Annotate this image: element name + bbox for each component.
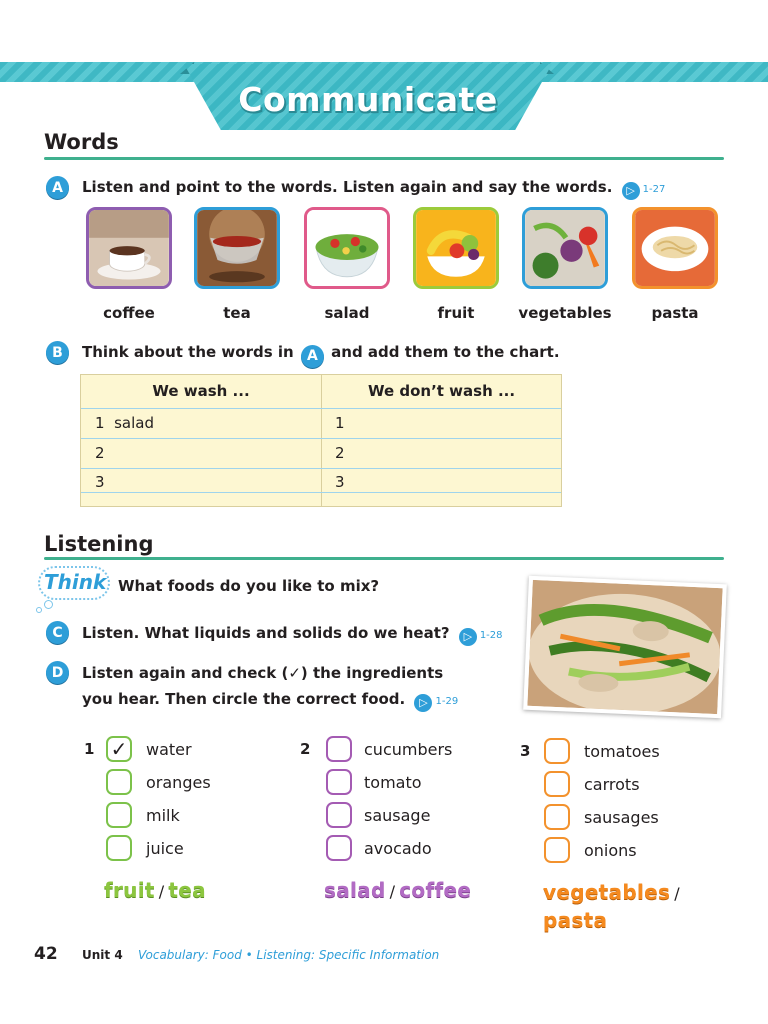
instruction-a-text: Listen and point to the words. Listen again and say the words. xyxy=(82,178,613,196)
answer-slash: / xyxy=(674,884,680,903)
ingredient-label: oranges xyxy=(146,773,211,792)
group-number: 1 xyxy=(84,740,95,758)
checkbox-oranges[interactable] xyxy=(106,769,132,795)
checkbox-milk[interactable] xyxy=(106,802,132,828)
activity-badge-c: C xyxy=(46,621,69,644)
chart-cell[interactable]: 1 xyxy=(335,414,345,432)
instruction-b-pre: Think about the words in xyxy=(82,343,294,361)
answer-option[interactable]: fruit xyxy=(104,878,155,902)
checkbox-water[interactable]: ✓ xyxy=(106,736,132,762)
vegetables-image xyxy=(525,210,605,286)
section-heading-listening: Listening xyxy=(44,532,154,556)
section-rule-listening xyxy=(44,557,724,560)
chart-cell[interactable]: 3 xyxy=(95,473,105,491)
activity-badge-a: A xyxy=(46,176,69,199)
answer-option[interactable]: pasta xyxy=(543,908,608,932)
chart-row-line xyxy=(81,438,561,439)
ingredient-label: carrots xyxy=(584,775,640,794)
word-label: tea xyxy=(223,304,251,322)
instruction-c xyxy=(82,620,503,649)
ingredient-label: milk xyxy=(146,806,180,825)
card-salad xyxy=(304,207,390,289)
fruit-image xyxy=(416,210,496,286)
activity-ref-badge: A xyxy=(301,345,324,368)
answer-slash: / xyxy=(158,882,165,901)
card-fruit xyxy=(413,207,499,289)
word-label: coffee xyxy=(103,304,155,322)
instruction-b-post: and add them to the chart. xyxy=(331,343,560,361)
salad-image xyxy=(307,210,387,286)
section-rule-words xyxy=(44,157,724,160)
think-label: Think xyxy=(44,570,107,594)
answer-slash: / xyxy=(389,882,396,901)
checkbox-cucumbers[interactable] xyxy=(326,736,352,762)
checkbox-avocado[interactable] xyxy=(326,835,352,861)
ingredient-label: tomatoes xyxy=(584,742,660,761)
think-question: What foods do you like to mix? xyxy=(118,577,380,595)
checkbox-carrots[interactable] xyxy=(544,771,570,797)
audio-track-a: 1-27 xyxy=(642,184,666,195)
audio-track-d: 1-29 xyxy=(435,696,459,707)
stir-fry-image xyxy=(527,580,722,714)
chart-divider xyxy=(321,375,322,506)
instruction-d-line1: Listen again and check (✓) the ingredients xyxy=(82,664,444,682)
checkbox-tomatoes[interactable] xyxy=(544,738,570,764)
ingredient-label: tomato xyxy=(364,773,422,792)
answer-choice-1 xyxy=(104,878,206,902)
checkbox-tomato[interactable] xyxy=(326,769,352,795)
answer-option[interactable]: vegetables xyxy=(543,880,671,904)
tea-image xyxy=(197,210,277,286)
answer-option[interactable]: salad xyxy=(324,878,386,902)
coffee-image xyxy=(89,210,169,286)
chart-row-line xyxy=(81,492,561,493)
checkbox-juice[interactable] xyxy=(106,835,132,861)
word-label: vegetables xyxy=(518,304,612,322)
chart-cell[interactable]: 2 xyxy=(335,444,345,462)
group-number: 3 xyxy=(520,742,531,760)
ingredient-label: sausages xyxy=(584,808,659,827)
word-label: pasta xyxy=(651,304,699,322)
answer-choice-2 xyxy=(324,878,471,902)
word-label: salad xyxy=(324,304,370,322)
card-pasta xyxy=(632,207,718,289)
answer-option[interactable]: coffee xyxy=(399,878,472,902)
audio-icon[interactable]: ▷ xyxy=(459,628,477,646)
ingredient-label: sausage xyxy=(364,806,431,825)
ingredient-label: onions xyxy=(584,841,637,860)
chart-header-wash: We wash ... xyxy=(152,382,250,400)
answer-choice-3 xyxy=(543,880,684,904)
answer-option[interactable]: tea xyxy=(168,878,206,902)
activity-badge-d: D xyxy=(46,661,69,684)
word-label: fruit xyxy=(437,304,475,322)
chart-header-dont-wash: We don’t wash ... xyxy=(367,382,516,400)
footer-topic: Vocabulary: Food • Listening: Specific Information xyxy=(138,948,440,962)
ingredient-label: cucumbers xyxy=(364,740,453,759)
instruction-c-text: Listen. What liquids and solids do we heat? xyxy=(82,624,450,642)
instruction-b xyxy=(82,339,560,365)
page-number: 42 xyxy=(34,944,58,964)
chart-row-line xyxy=(81,468,561,469)
audio-track-c: 1-28 xyxy=(479,630,503,641)
chart-cell[interactable]: 3 xyxy=(335,473,345,491)
ingredient-label: water xyxy=(146,740,192,759)
chart-cell[interactable]: 1 salad xyxy=(95,414,154,432)
instruction-d-line2 xyxy=(82,686,458,715)
card-tea xyxy=(194,207,280,289)
think-dot xyxy=(36,607,42,613)
unit-label: Unit 4 xyxy=(82,948,123,962)
section-heading-words: Words xyxy=(44,130,119,154)
chart-cell[interactable]: 2 xyxy=(95,444,105,462)
group-number: 2 xyxy=(300,740,311,758)
pasta-image xyxy=(635,210,715,286)
checkbox-sausage[interactable] xyxy=(326,802,352,828)
answer-choice-3-line2 xyxy=(543,908,607,932)
instruction-a xyxy=(82,174,665,203)
audio-icon[interactable]: ▷ xyxy=(414,694,432,712)
card-coffee xyxy=(86,207,172,289)
instruction-d-text: you hear. Then circle the correct food. xyxy=(82,690,406,708)
checkbox-sausages[interactable] xyxy=(544,804,570,830)
audio-icon[interactable]: ▷ xyxy=(622,182,640,200)
think-dot xyxy=(44,600,53,609)
checkbox-onions[interactable] xyxy=(544,837,570,863)
card-vegetables xyxy=(522,207,608,289)
stir-fry-photo xyxy=(523,576,727,719)
ingredient-label: avocado xyxy=(364,839,432,858)
wash-chart xyxy=(80,374,562,507)
ingredient-label: juice xyxy=(146,839,184,858)
activity-badge-b: B xyxy=(46,341,69,364)
page-title: Communicate xyxy=(238,80,498,119)
